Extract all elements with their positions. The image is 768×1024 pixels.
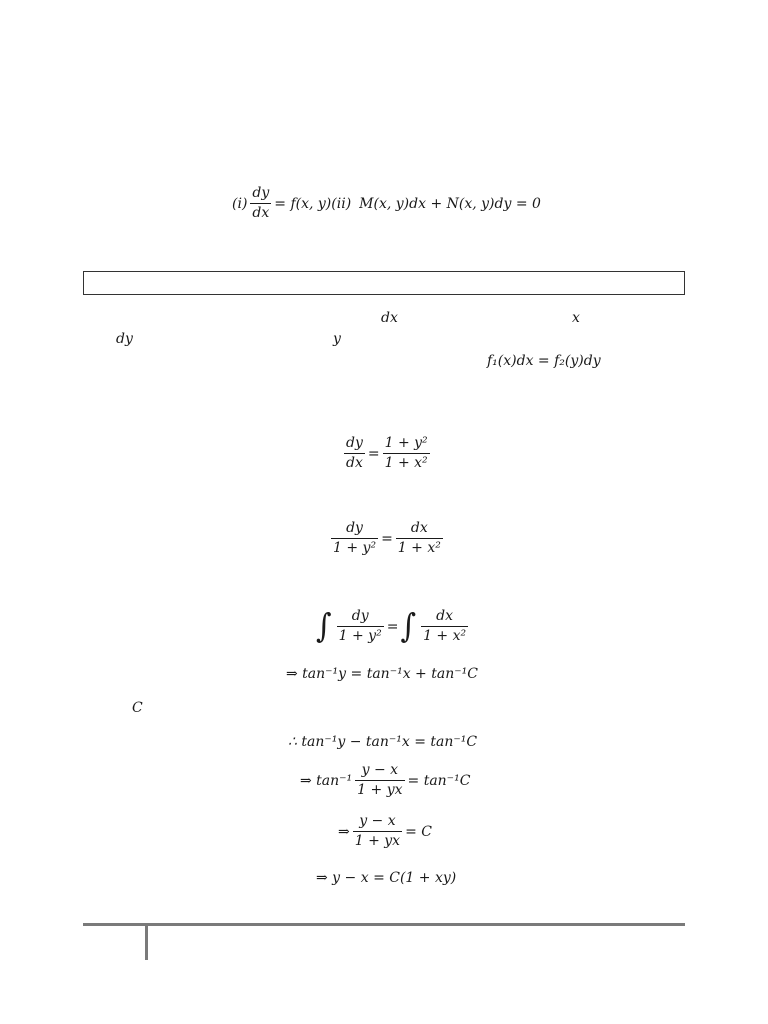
inline-constant-c: C <box>132 700 143 716</box>
empty-text-box <box>83 271 685 295</box>
equation-6: ⇒ tan⁻¹ $\frac{y - x}{1 + yx}$ = tan⁻¹C <box>300 762 471 799</box>
equation-4: ⇒ tan⁻¹y = tan⁻¹x + tan⁻¹C <box>286 666 478 682</box>
integral-sign-left: ∫ <box>316 607 332 646</box>
equation-8: ⇒ y − x = C(1 + xy) <box>316 870 457 886</box>
inline-dy: dy <box>116 331 133 347</box>
equation-7: ⇒ $\frac{y - x}{1 + yx}$ = C <box>338 813 432 850</box>
label-ii: (ii) <box>331 195 352 212</box>
equation-1: $\frac{dy}{dx}$ = $\frac{\text{1 + y²}}{\text{1 + x²}}$ <box>346 435 428 472</box>
inline-y: y <box>333 331 341 347</box>
equation-standard-forms <box>232 186 541 222</box>
equation-3-integral: ∫ $\frac{dy}{\text{1 + y²}}$ = ∫ $\frac{dx}{\text{1 + x²}}$ <box>316 607 467 646</box>
rhs-i: = f(x, y) <box>274 195 332 212</box>
fraction-dy-dx: $\frac{dy}{dx}$ <box>252 185 270 222</box>
inline-x: x <box>572 310 580 326</box>
equation-5: ∴ tan⁻¹y − tan⁻¹x = tan⁻¹C <box>288 734 478 750</box>
inline-separated-form: f₁(x)dx = f₂(y)dy <box>487 353 601 369</box>
label-i: (i) <box>232 195 248 212</box>
footer-page-marker <box>145 923 148 960</box>
inline-dx: dx <box>381 310 398 326</box>
equation-2: $\frac{dy}{\text{1 + y²}}$ = $\frac{dx}{\text{1 + x²}}$ <box>333 520 441 557</box>
rhs-ii: M(x, y)dx + N(x, y)dy = 0 <box>359 195 541 212</box>
footer-divider <box>83 923 685 926</box>
integral-sign-right: ∫ <box>400 607 417 646</box>
